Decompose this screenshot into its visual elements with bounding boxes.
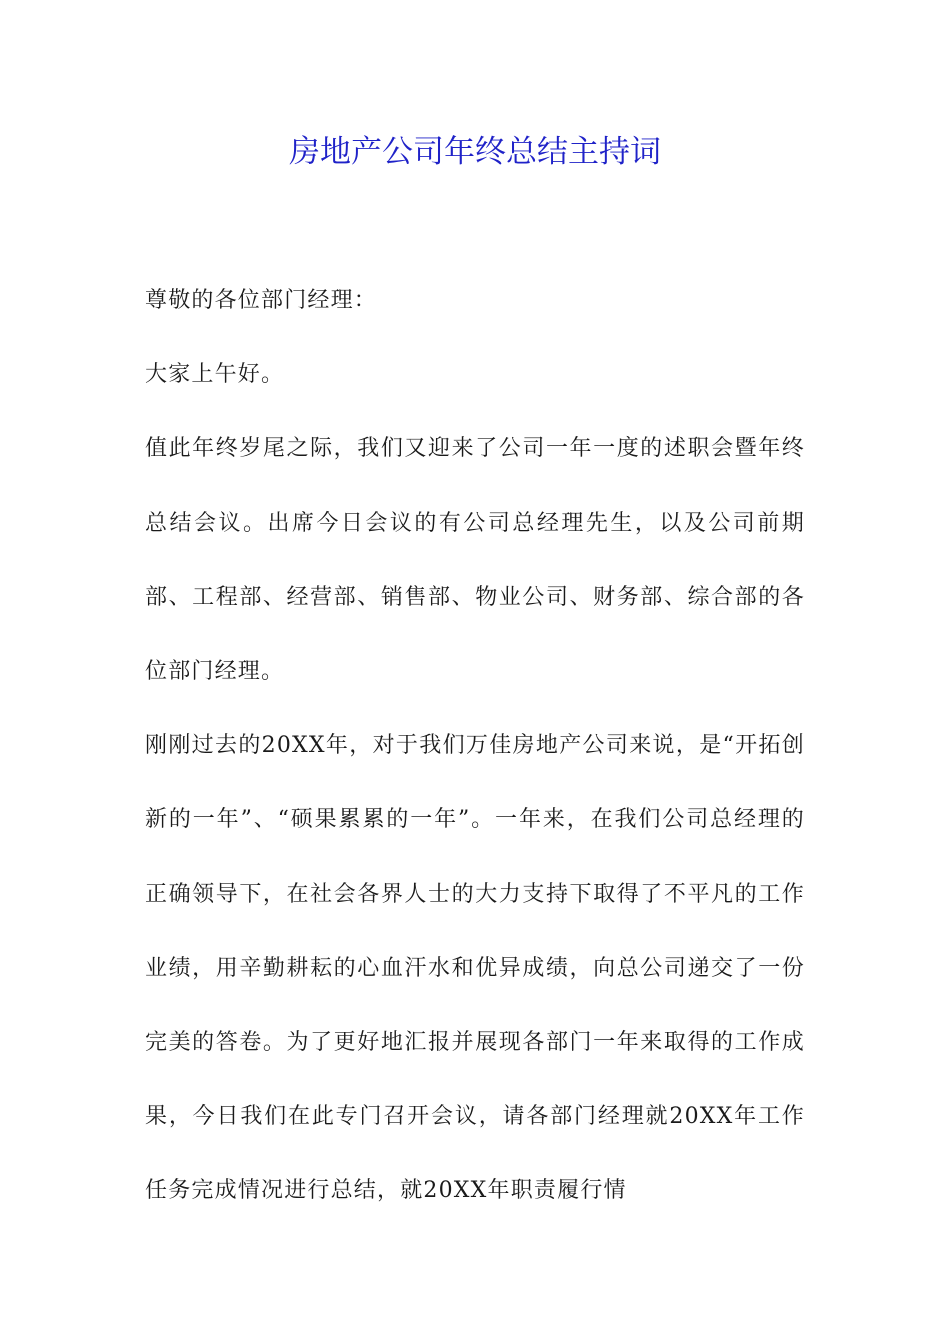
greeting-paragraph: 大家上午好。 xyxy=(145,362,285,388)
document-title: 房地产公司年终总结主持词 xyxy=(289,134,661,170)
review-paragraph: 刚刚过去的20XX年，对于我们万佳房地产公司来说，是“开拓创新的一年”、“硕果累累的一年”。一年来，在我们公司总经理的正确领导下，在社会各界人士的大力支持下取得了不平凡的工作业绩，用辛勤耕耘的心血汗水和优异成绩，向总公司递交了一份完美的答卷。为了更好地汇报并展现各部门一年来取得的工作成果，今日我们在此专门召开会议，请各部门经理就20XX年工作任务完成情况进行总结，就20XX年职责履行情 xyxy=(145,733,805,1204)
salutation-paragraph: 尊敬的各位部门经理： xyxy=(145,288,378,313)
document-body xyxy=(145,264,805,1229)
intro-paragraph: 值此年终岁尾之际，我们又迎来了公司一年一度的述职会暨年终总结会议。出席今日会议的有公司总经理先生，以及公司前期部、工程部、经营部、销售部、物业公司、财务部、综合部的各位部门经理。 xyxy=(145,436,805,685)
